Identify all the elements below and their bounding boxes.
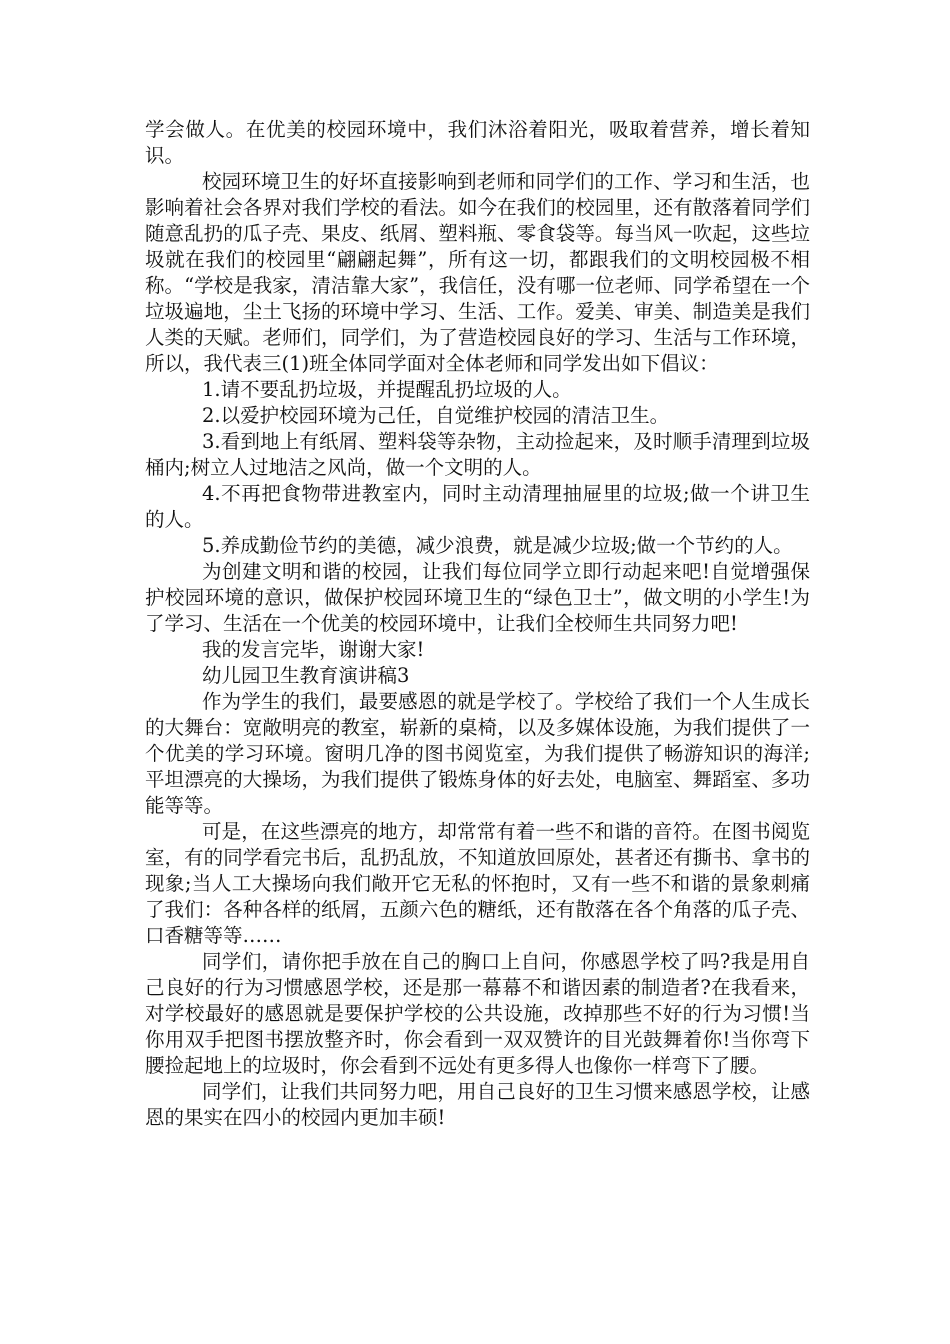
document-body <box>145 117 810 1131</box>
paragraph-reflection: 同学们，请你把手放在自己的胸口上自问，你感恩学校了吗?我是用自己良好的行为习惯感恩学校，还是那一幕幕不和谐因素的制造者?在我看来，对学校最好的感恩就是要保护学校的公共设施，改掉那些不好的行为习惯!当你用双手把图书摆放整齐时，你会看到一双双赞许的目光鼓舞着你!当你弯下腰捡起地上的垃圾时，你会看到不远处有更多得人也像你一样弯下了腰。 <box>145 950 810 1077</box>
paragraph-environment: 校园环境卫生的好坏直接影响到老师和同学们的工作、学习和生活，也影响着社会各界对我们学校的看法。如今在我们的校园里，还有散落着同学们随意乱扔的瓜子壳、果皮、纸屑、塑料瓶、零食袋等。每当风一吹起，这些垃圾就在我们的校园里“翩翩起舞”，所有这一切，都跟我们的文明校园极不相称。“学校是我家，清洁靠大家”，我信任，没有哪一位老师、同学希望在一个垃圾遍地，尘土飞扬的环境中学习、生活、工作。爱美、审美、制造美是我们人类的天赋。老师们，同学们，为了营造校园良好的学习、生活与工作环境，所以，我代表三(1)班全体同学面对全体老师和同学发出如下倡议： <box>145 170 810 375</box>
paragraph-problems: 可是，在这些漂亮的地方，却常常有着一些不和谐的音符。在图书阅览室，有的同学看完书后，乱扔乱放，不知道放回原处，甚者还有撕书、拿书的现象;当人工大操场向我们敞开它无私的怀抱时，又有一些不和谐的景象刺痛了我们：各种各样的纸屑，五颜六色的糖纸，还有散落在各个角落的瓜子壳、口香糖等等…… <box>145 820 810 947</box>
section-title: 幼儿园卫生教育演讲稿3 <box>202 664 410 687</box>
proposal-item-2: 2.以爱护校园环境为己任，自觉维护校园的清洁卫生。 <box>202 404 670 427</box>
proposal-item-3: 3.看到地上有纸屑、塑料袋等杂物，主动捡起来，及时顺手清理到垃圾桶内;树立人过地洁之风尚，做一个文明的人。 <box>145 430 810 479</box>
proposal-item-1: 1.请不要乱扔垃圾，并提醒乱扔垃圾的人。 <box>202 378 572 401</box>
paragraph-final: 同学们，让我们共同努力吧，用自己良好的卫生习惯来感恩学校，让感恩的果实在四小的校园内更加丰硕! <box>145 1080 810 1129</box>
paragraph-call-to-action: 为创建文明和谐的校园，让我们每位同学立即行动起来吧!自觉增强保护校园环境的意识，做保护校园环境卫生的“绿色卫士”，做文明的小学生!为了学习、生活在一个优美的校园环境中，让我们全校师生共同努力吧! <box>145 560 810 635</box>
paragraph-gratitude: 作为学生的我们，最要感恩的就是学校了。学校给了我们一个人生成长的大舞台：宽敞明亮的教室，崭新的桌椅，以及多媒体设施，为我们提供了一个优美的学习环境。窗明几净的图书阅览室，为我们提供了畅游知识的海洋;平坦漂亮的大操场，为我们提供了锻炼身体的好去处，电脑室、舞蹈室、多功能等等。 <box>145 690 810 817</box>
paragraph-intro: 学会做人。在优美的校园环境中，我们沐浴着阳光，吸取着营养，增长着知识。 <box>145 118 810 167</box>
proposal-item-4: 4.不再把食物带进教室内，同时主动清理抽屉里的垃圾;做一个讲卫生的人。 <box>145 482 810 531</box>
paragraph-closing: 我的发言完毕，谢谢大家! <box>202 638 425 661</box>
proposal-item-5: 5.养成勤俭节约的美德，减少浪费，就是减少垃圾;做一个节约的人。 <box>202 534 793 557</box>
